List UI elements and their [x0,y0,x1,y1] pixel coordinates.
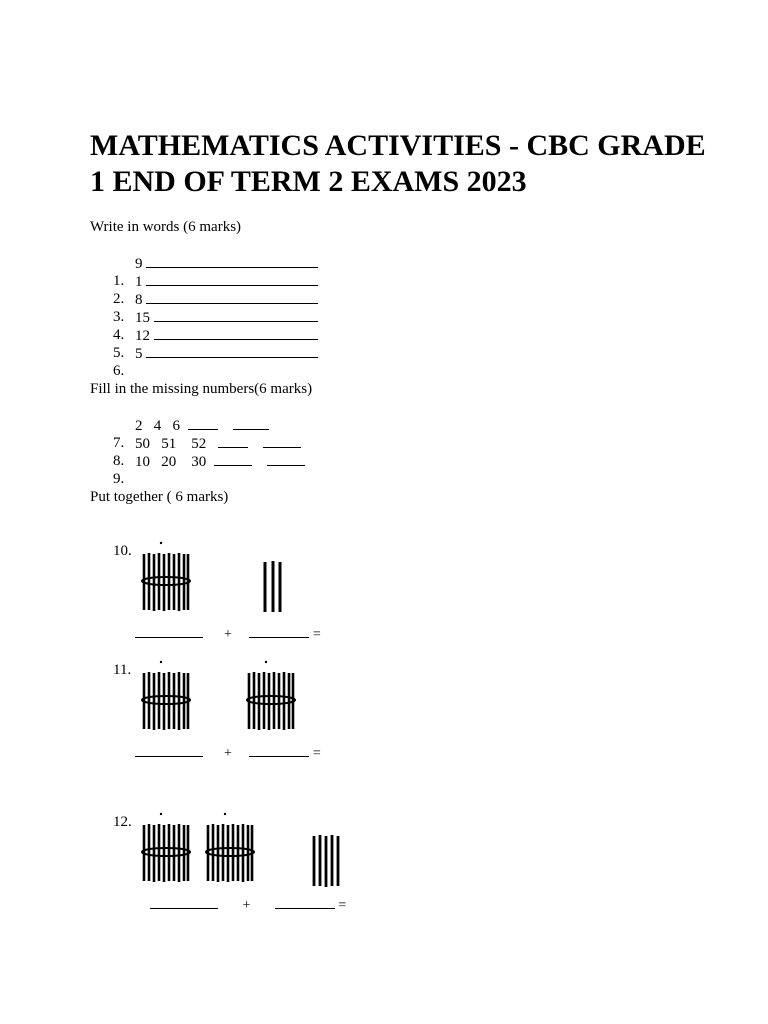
question-number: 6. [113,363,125,379]
question-value [135,254,318,273]
plus-sign: + [224,746,232,761]
sequence-row [135,434,301,453]
sequence-value: 30 [191,454,207,470]
question-number: 1. [113,273,125,289]
answer-line[interactable] [263,434,301,448]
answer-line[interactable] [249,743,309,757]
section-heading-missing-numbers: Fill in the missing numbers(6 marks) [90,381,313,397]
sequence-value: 20 [161,454,177,470]
question-number: 5. [113,345,125,361]
sequence-value: 52 [191,436,207,452]
question-number-value: 9 [135,256,143,272]
addition-row [135,624,321,643]
bundle-of-ten-sticks [243,657,299,733]
question-row [0,643,132,697]
question-row [0,795,132,849]
question-number: 8. [113,453,125,469]
question-number: 2. [113,291,125,307]
question-number: 12. [113,814,132,830]
question-row [0,344,125,398]
loose-sticks [258,558,288,616]
sequence-value: 50 [135,436,150,452]
sequence-row [135,452,305,471]
answer-line[interactable] [146,272,318,286]
question-number-value: 12 [135,328,150,344]
question-value [135,290,318,309]
sequence-value: 10 [135,454,150,470]
plus-sign: + [224,627,232,642]
answer-line[interactable] [135,624,203,638]
equals-sign: = [312,746,321,761]
sequence-value: 2 [135,418,143,434]
equals-sign: = [338,898,347,913]
question-row [0,524,132,578]
loose-sticks [308,832,348,890]
answer-line[interactable] [135,743,203,757]
answer-line[interactable] [146,254,318,268]
answer-line[interactable] [146,290,318,304]
answer-line[interactable] [188,416,218,430]
question-value [135,272,318,291]
question-number-value: 15 [135,310,150,326]
answer-line[interactable] [275,895,335,909]
section-heading-write-in-words: Write in words (6 marks) [90,219,242,235]
page-title: MATHEMATICS ACTIVITIES - CBC GRADE 1 END OF TERM 2 EXAMS 2023 [90,129,706,198]
question-number-value: 5 [135,346,143,362]
question-number: 7. [113,435,125,451]
question-number: 10. [113,543,132,559]
section-heading-put-together: Put together ( 6 marks) [90,489,229,505]
sequence-value: 6 [172,418,180,434]
addition-row [135,743,321,762]
question-number-value: 8 [135,292,143,308]
answer-line[interactable] [249,624,309,638]
question-value [135,326,318,345]
question-number: 4. [113,327,125,343]
plus-sign: + [242,898,251,913]
equals-sign: = [312,627,321,642]
bundle-of-ten-sticks [138,657,194,733]
answer-line[interactable] [218,434,248,448]
question-number: 3. [113,309,125,325]
answer-line[interactable] [214,452,252,466]
bundle-of-ten-sticks [138,809,194,885]
question-value [135,344,318,363]
question-value [135,308,318,327]
answer-line[interactable] [154,326,318,340]
answer-line[interactable] [267,452,305,466]
question-number: 11. [113,662,132,678]
addition-row [150,895,346,914]
sequence-value: 51 [161,436,177,452]
question-row [0,452,125,506]
stick-group [144,553,188,611]
question-number: 9. [113,471,125,487]
bundle-of-ten-sticks [138,538,194,614]
question-number-value: 1 [135,274,143,290]
bundle-of-ten-sticks [202,809,258,885]
answer-line[interactable] [154,308,318,322]
answer-line[interactable] [146,344,318,358]
answer-line[interactable] [233,416,269,430]
sequence-row [135,416,269,435]
answer-line[interactable] [150,895,218,909]
sequence-value: 4 [153,418,162,434]
